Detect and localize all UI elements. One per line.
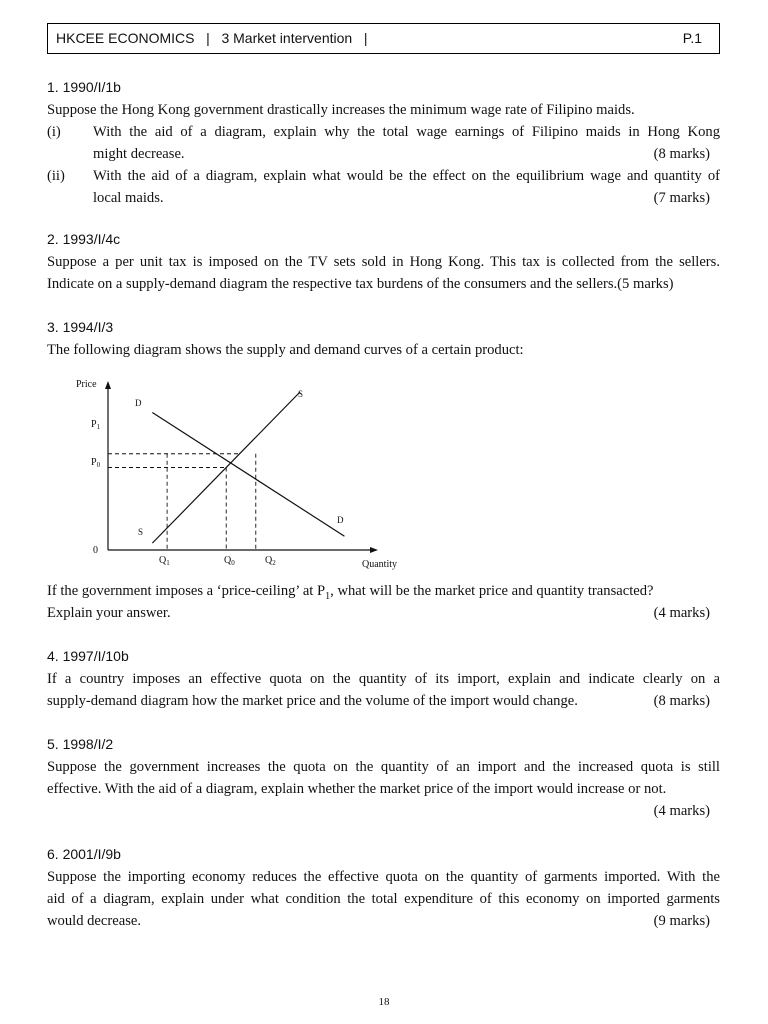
part-i-label: (i) bbox=[47, 124, 61, 140]
question-5-marks: (4 marks) bbox=[653, 803, 710, 819]
price-label-p1: $P_1$ bbox=[91, 419, 101, 431]
question-5-line2 bbox=[47, 778, 720, 800]
question-3 bbox=[47, 318, 720, 361]
page-number: 18 bbox=[378, 996, 390, 1008]
axes bbox=[105, 381, 378, 553]
x-axis-label: Quantity bbox=[362, 559, 397, 570]
question-5-line1: Suppose the government increases the quota on the quantity of an import and the increased quota is still bbox=[47, 759, 720, 775]
header-chapter: 3 Market intervention bbox=[221, 30, 353, 46]
question-1-part-ii-line2 bbox=[47, 187, 720, 209]
supply-label-bottom: S bbox=[138, 527, 144, 537]
header-left bbox=[56, 30, 368, 46]
guide-lines bbox=[108, 454, 256, 550]
y-axis-arrow bbox=[105, 381, 111, 389]
price-label-p0: $P_0$ bbox=[91, 457, 101, 469]
question-1-heading: 1. 1990/I/1b bbox=[47, 79, 121, 95]
header-separator: | bbox=[206, 30, 210, 46]
question-2-line2-text: Indicate on a supply-demand diagram the respective tax burdens of the consumers and the sellers.(5 marks) bbox=[47, 276, 674, 292]
question-3-line2 bbox=[47, 602, 720, 624]
question-6-line1: Suppose the importing economy reduces the effective quota on the quantity of garments imported. With the bbox=[47, 869, 720, 885]
question-3-body bbox=[47, 580, 720, 624]
question-6-marks: (9 marks) bbox=[653, 913, 710, 929]
part-i-line1: With the aid of a diagram, explain why the total wage earnings of Filipino maids in Hong Kong bbox=[93, 124, 720, 140]
question-6-line3 bbox=[47, 910, 720, 932]
demand-label-bottom: D bbox=[337, 515, 344, 525]
question-3-heading: 3. 1994/I/3 bbox=[47, 319, 114, 335]
question-3-intro bbox=[47, 339, 720, 361]
question-2-line2 bbox=[47, 273, 720, 295]
supply-label-top: S bbox=[298, 389, 304, 399]
question-2-line1: Suppose a per unit tax is imposed on the TV sets sold in Hong Kong. This tax is collected from the sellers. bbox=[47, 254, 720, 270]
question-3-line1-a: If the government imposes a ‘price-ceiling’ at P bbox=[47, 583, 326, 599]
question-4 bbox=[47, 647, 720, 712]
quantity-label-q1: $Q_1$ bbox=[159, 555, 170, 567]
part-ii-line1: With the aid of a diagram, explain what would be the effect on the equilibrium wage and quantity of bbox=[93, 168, 720, 184]
quantity-label-q2: $Q_2$ bbox=[265, 555, 276, 567]
question-6 bbox=[47, 845, 720, 932]
question-3-line1-sub: 1 bbox=[325, 590, 331, 602]
question-4-heading: 4. 1997/I/10b bbox=[47, 648, 129, 664]
question-4-line2 bbox=[47, 690, 720, 712]
question-6-line2: aid of a diagram, explain under what condition the total expenditure of this economy on imported garments bbox=[47, 891, 720, 907]
part-ii-label: (ii) bbox=[47, 168, 65, 184]
demand-curve bbox=[152, 413, 344, 537]
question-1-part-i bbox=[47, 121, 720, 143]
y-axis-label: Price bbox=[76, 379, 97, 390]
question-3-line2-text: Explain your answer. bbox=[47, 605, 171, 621]
x-axis-arrow bbox=[370, 547, 378, 553]
part-i-line2: might decrease. bbox=[93, 146, 185, 162]
header-separator: | bbox=[363, 30, 368, 46]
question-6-line3-text: would decrease. bbox=[47, 913, 142, 929]
page-header bbox=[47, 23, 720, 54]
question-2-heading: 2. 1993/I/4c bbox=[47, 231, 121, 247]
header-subject: HKCEE ECONOMICS bbox=[56, 30, 195, 46]
question-4-line1: If a country imposes an effective quota on the quantity of its import, explain and indicate clearly on a bbox=[47, 671, 720, 687]
question-3-line1 bbox=[47, 580, 720, 602]
question-6-heading: 6. 2001/I/9b bbox=[47, 846, 121, 862]
question-1-part-i-line2 bbox=[47, 143, 720, 165]
question-2 bbox=[47, 230, 720, 295]
supply-demand-diagram bbox=[62, 373, 412, 573]
demand-label-top: D bbox=[135, 398, 142, 408]
question-1-intro bbox=[47, 99, 720, 121]
quantity-label-q0: $Q_0$ bbox=[224, 555, 235, 567]
part-i-marks: (8 marks) bbox=[653, 146, 710, 162]
question-3-intro-text: The following diagram shows the supply and demand curves of a certain product: bbox=[47, 342, 524, 358]
question-5-heading: 5. 1998/I/2 bbox=[47, 736, 114, 752]
part-ii-marks: (7 marks) bbox=[653, 190, 710, 206]
origin-label: 0 bbox=[93, 545, 98, 556]
question-3-line1-b: , what will be the market price and quantity transacted? bbox=[330, 583, 654, 599]
question-4-line2-text: supply-demand diagram how the market price and the volume of the import would change. bbox=[47, 693, 578, 709]
question-1-intro-text: Suppose the Hong Kong government drastically increases the minimum wage rate of Filipino maids. bbox=[47, 102, 635, 118]
question-1-part-ii bbox=[47, 165, 720, 187]
question-1 bbox=[47, 78, 720, 209]
question-5-line2-text: effective. With the aid of a diagram, explain whether the market price of the import would increase or not. bbox=[47, 781, 667, 797]
header-page: P.1 bbox=[682, 30, 702, 46]
question-5 bbox=[47, 735, 720, 822]
diagram-labels bbox=[76, 379, 397, 570]
question-4-marks: (8 marks) bbox=[653, 693, 710, 709]
question-5-marks-row bbox=[47, 800, 720, 822]
question-3-marks: (4 marks) bbox=[653, 605, 710, 621]
part-ii-line2: local maids. bbox=[93, 190, 164, 206]
